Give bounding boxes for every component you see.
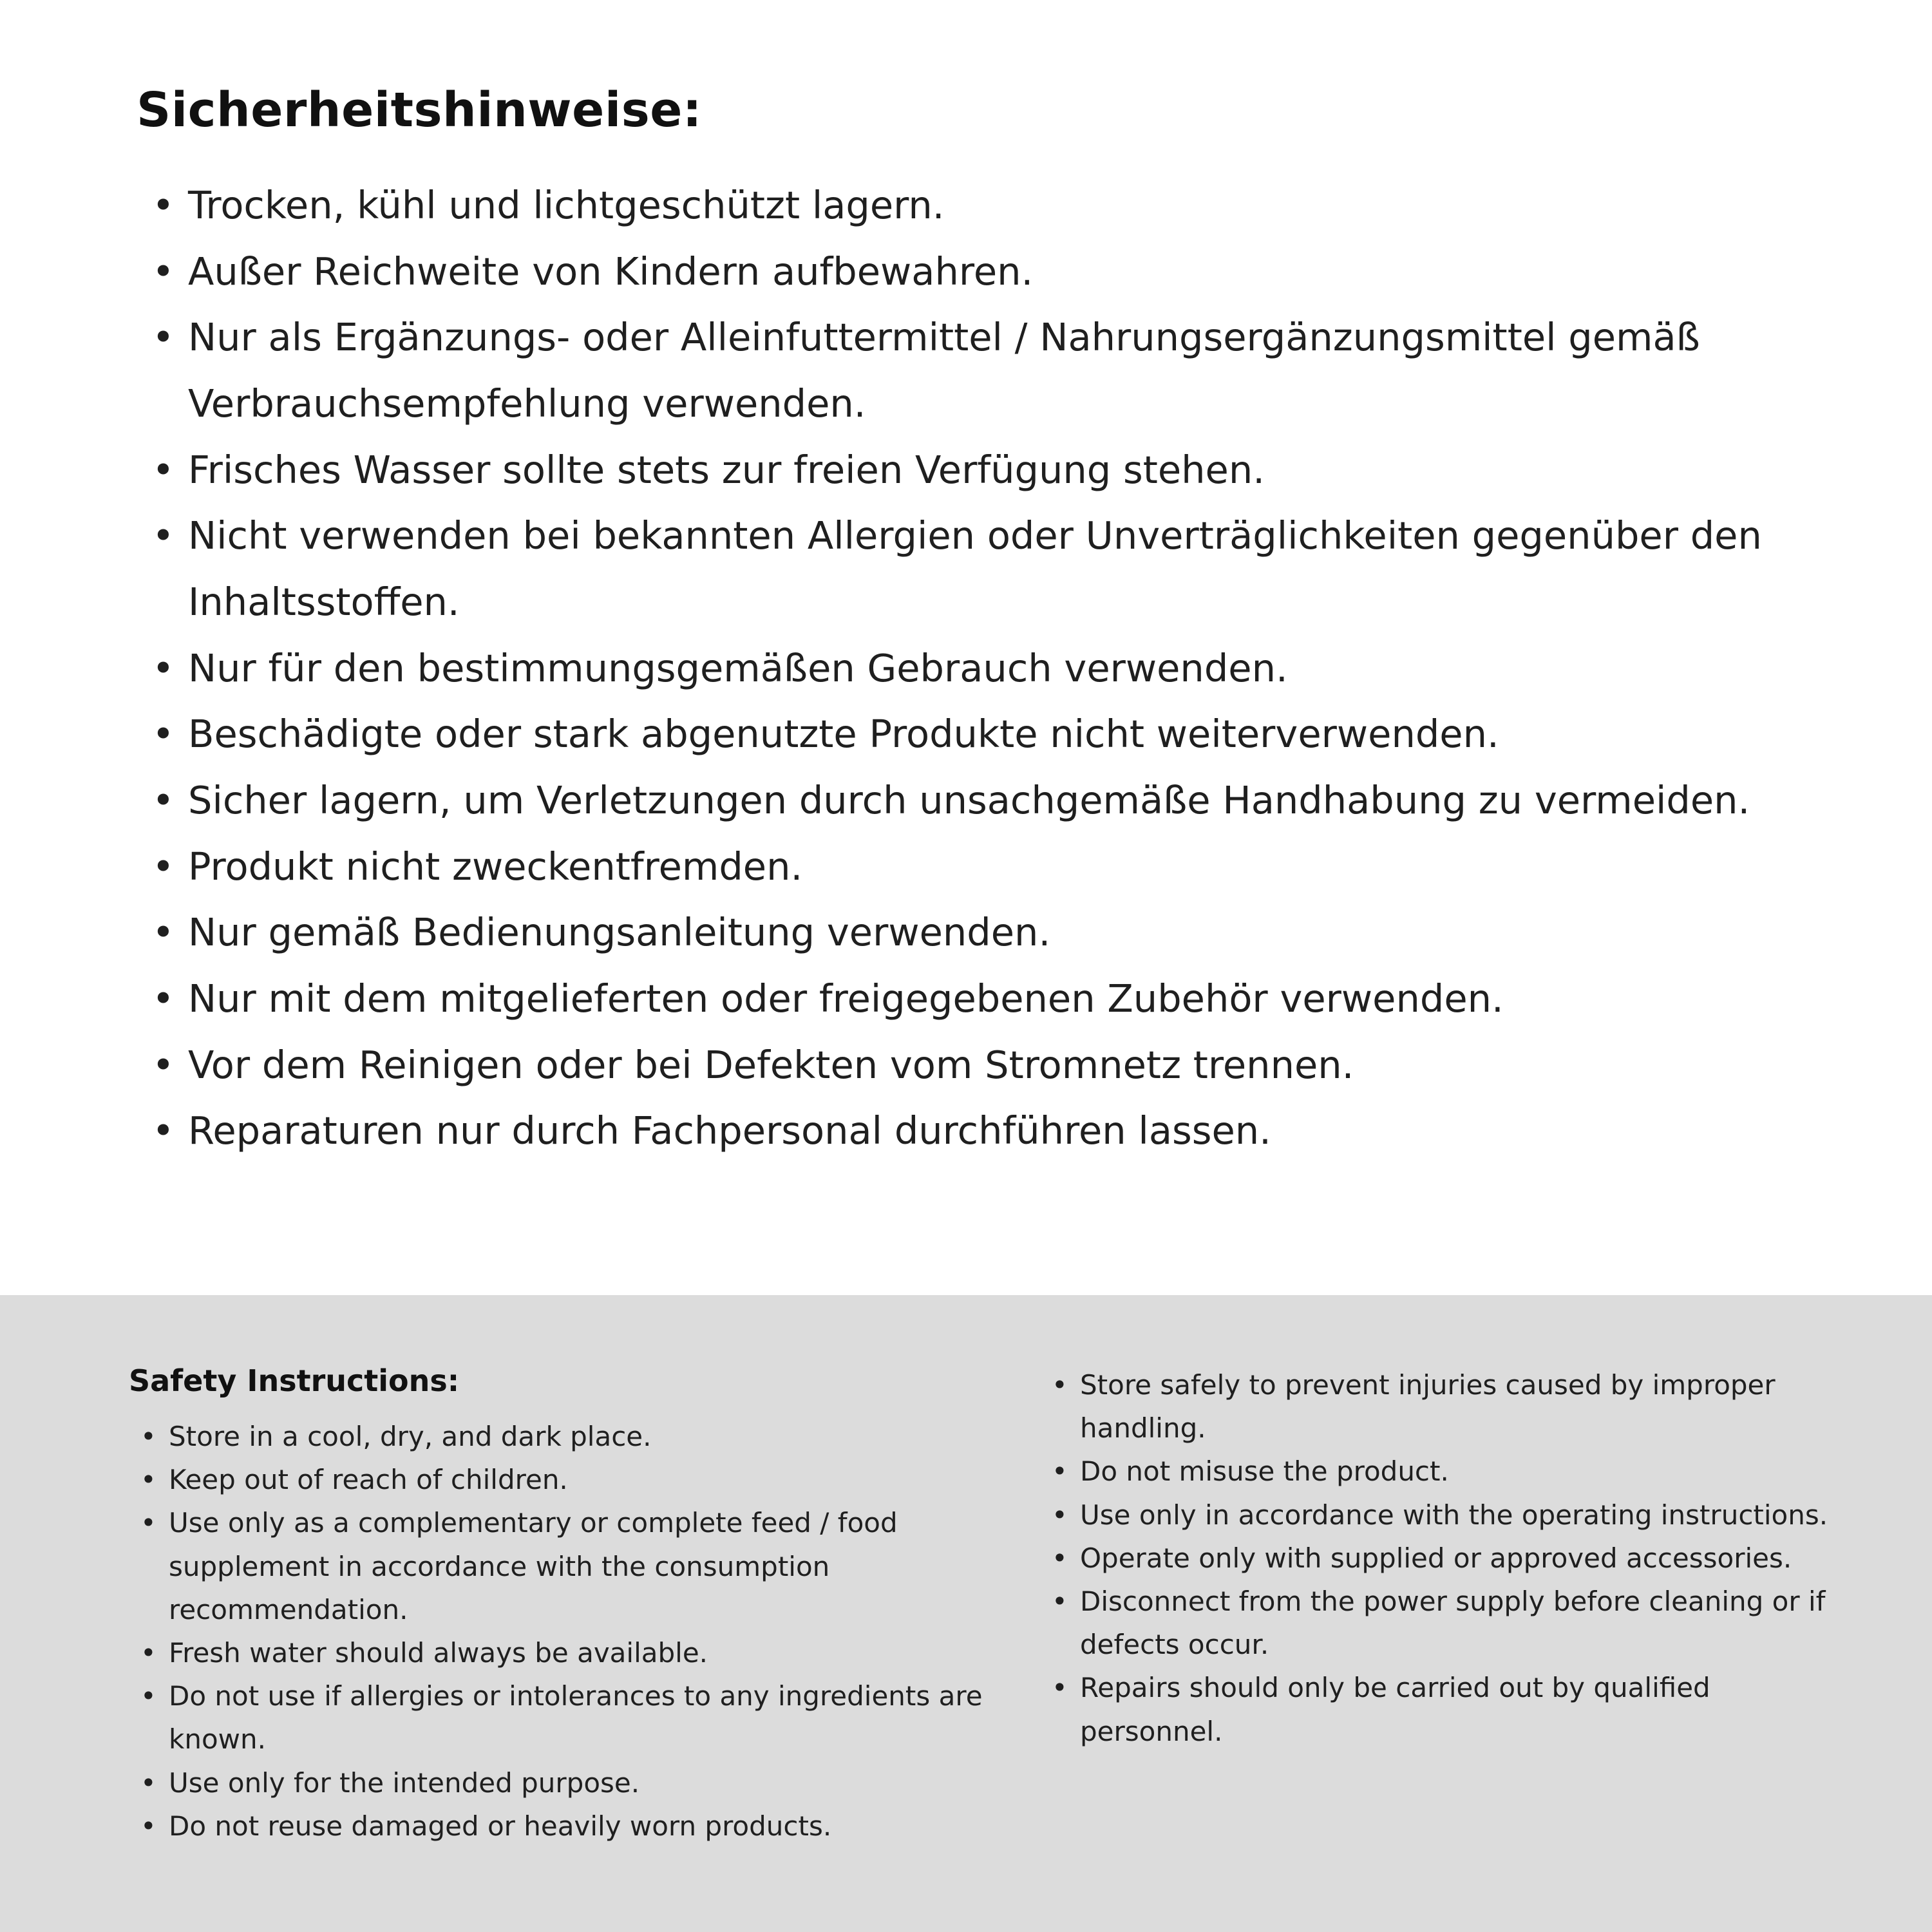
list-item: • Nur mit dem mitgelieferten oder freigegebenen Zubehör verwenden. bbox=[137, 966, 1797, 1032]
list-item: • Nur gemäß Bedienungsanleitung verwenden. bbox=[137, 900, 1797, 966]
list-item: • Do not reuse damaged or heavily worn products. bbox=[129, 1804, 985, 1848]
list-item: • Nicht verwenden bei bekannten Allergien oder Unverträglichkeiten gegenüber den Inhaltsstoffen. bbox=[137, 503, 1797, 635]
german-section-title: Sicherheitshinweise: bbox=[137, 82, 703, 138]
list-item: • Nur für den bestimmungsgemäßen Gebrauch verwenden. bbox=[137, 636, 1797, 702]
english-column-right bbox=[1040, 1363, 1842, 1753]
list-item: • Produkt nicht zweckentfremden. bbox=[137, 834, 1797, 900]
english-safety-section bbox=[0, 1295, 1932, 1932]
list-item: • Vor dem Reinigen oder bei Defekten vom Stromnetz trennen. bbox=[137, 1032, 1797, 1099]
list-item: • Fresh water should always be available. bbox=[129, 1631, 985, 1674]
german-safety-list bbox=[137, 173, 1797, 1164]
list-item: • Disconnect from the power supply before cleaning or if defects occur. bbox=[1040, 1580, 1842, 1666]
list-item: • Frisches Wasser sollte stets zur freien Verfügung stehen. bbox=[137, 437, 1797, 504]
list-item: • Use only as a complementary or complete feed / food supplement in accordance with the consumption recommendation. bbox=[129, 1501, 985, 1631]
list-item: • Store in a cool, dry, and dark place. bbox=[129, 1415, 985, 1458]
list-item: • Außer Reichweite von Kindern aufbewahren. bbox=[137, 239, 1797, 305]
list-item: • Do not misuse the product. bbox=[1040, 1450, 1842, 1493]
list-item: • Beschädigte oder stark abgenutzte Produkte nicht weiterverwenden. bbox=[137, 701, 1797, 768]
list-item: • Sicher lagern, um Verletzungen durch unsachgemäße Handhabung zu vermeiden. bbox=[137, 768, 1797, 834]
list-item: • Repairs should only be carried out by qualified personnel. bbox=[1040, 1666, 1842, 1752]
list-item: • Use only in accordance with the operating instructions. bbox=[1040, 1493, 1842, 1537]
list-item: • Trocken, kühl und lichtgeschützt lagern. bbox=[137, 173, 1797, 239]
list-item: • Use only for the intended purpose. bbox=[129, 1761, 985, 1804]
english-safety-list-left bbox=[129, 1415, 985, 1848]
list-item: • Do not use if allergies or intolerances to any ingredients are known. bbox=[129, 1674, 985, 1761]
list-item: • Operate only with supplied or approved accessories. bbox=[1040, 1537, 1842, 1580]
english-safety-list-right bbox=[1040, 1363, 1842, 1753]
list-item: • Nur als Ergänzungs- oder Alleinfuttermittel / Nahrungsergänzungsmittel gemäß Verbrauchsempfehlung verwenden. bbox=[137, 305, 1797, 437]
english-section-title: Safety Instructions: bbox=[129, 1363, 460, 1398]
english-column-left bbox=[129, 1363, 985, 1848]
list-item: • Reparaturen nur durch Fachpersonal durchführen lassen. bbox=[137, 1098, 1797, 1164]
list-item: • Store safely to prevent injuries caused by improper handling. bbox=[1040, 1363, 1842, 1450]
list-item: • Keep out of reach of children. bbox=[129, 1458, 985, 1501]
